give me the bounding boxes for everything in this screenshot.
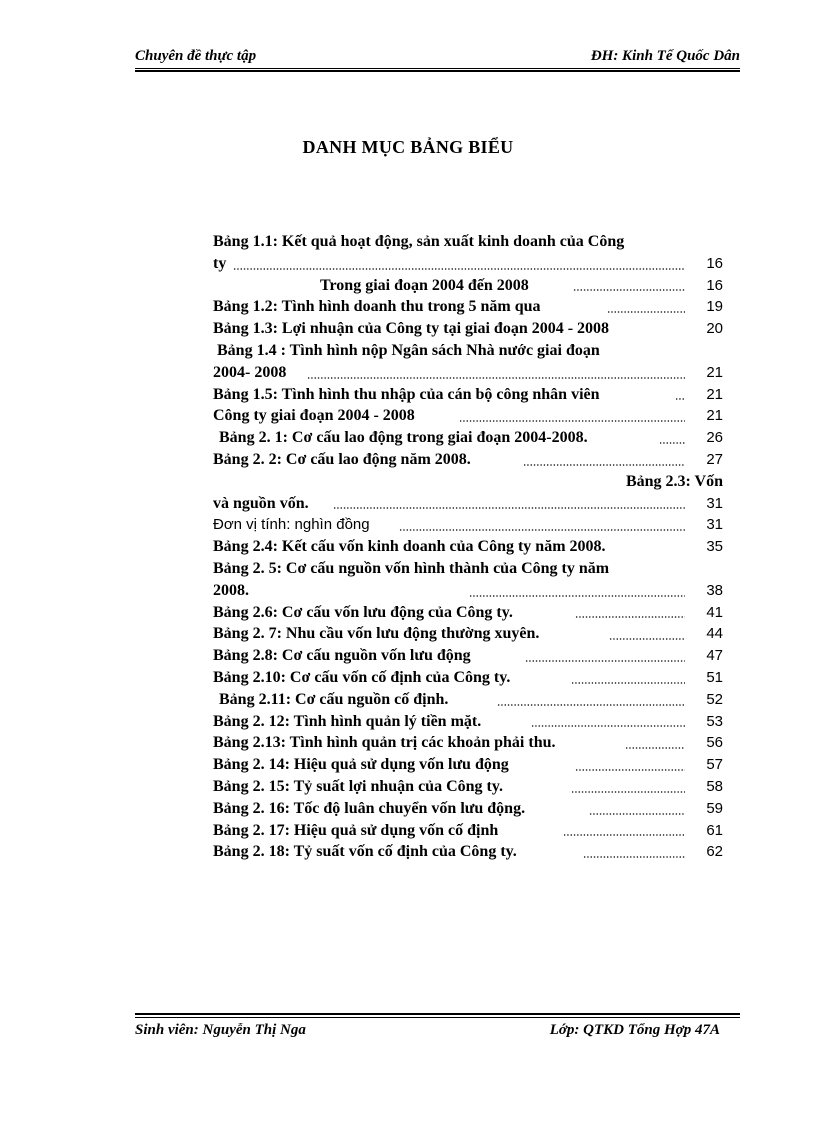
toc-entry-page: 52	[706, 690, 723, 708]
toc-dot-leader	[583, 856, 685, 858]
toc-entry-page: 21	[706, 363, 723, 381]
toc-entry-1-5-cont	[213, 405, 723, 427]
toc-entry-text: Bảng 2.13: Tình hình quản trị các khoản phải thu.	[213, 732, 558, 754]
toc-dot-leader	[469, 595, 685, 597]
toc-dot-leader	[609, 638, 685, 640]
toc-entry-text: Bảng 2.3: Vốn	[626, 471, 723, 493]
toc-dot-leader	[607, 311, 685, 313]
footer-rule-thin	[135, 1017, 740, 1018]
toc-entry-1-2	[213, 296, 723, 318]
toc-entry-page: 31	[706, 494, 723, 512]
header-left-text: Chuyên đề thực tập	[135, 48, 257, 64]
toc-entry-2-8	[213, 645, 723, 667]
toc-dot-leader	[659, 442, 685, 444]
toc-entry-2-4	[213, 536, 723, 558]
toc-entry-text: Bảng 1.5: Tình hình thu nhập của cán bộ công nhân viên	[213, 384, 602, 406]
toc-dot-leader	[589, 813, 685, 815]
toc-dot-leader	[675, 398, 685, 400]
toc-entry-2-18	[213, 841, 723, 863]
toc-entry-2-14	[213, 754, 723, 776]
toc-entry-text: Bảng 2. 12: Tình hình quản lý tiền mặt.	[213, 711, 483, 733]
toc-entry-2-12	[213, 711, 723, 733]
toc-entry-2-13	[213, 732, 723, 754]
toc-entry-1-4-cont	[213, 362, 723, 384]
toc-entry-text: Bảng 2. 18: Tỷ suất vốn cố định của Công ty.	[213, 841, 519, 863]
footer-left-text: Sinh viên: Nguyễn Thị Nga	[135, 1022, 306, 1038]
toc-entry-text: Bảng 2. 5: Cơ cấu nguồn vốn hình thành của Công ty năm	[213, 558, 611, 580]
toc-entry-text: Bảng 1.3: Lợi nhuận của Công ty tại giai đoạn 2004 - 2008	[213, 318, 611, 340]
toc-dot-leader	[525, 660, 685, 662]
toc-dot-leader	[531, 725, 685, 727]
toc-entry-1-1-subtitle	[213, 275, 723, 297]
toc-entry-page: 31	[706, 516, 723, 534]
toc-entry-2-2	[213, 449, 723, 471]
toc-entry-2-7	[213, 623, 723, 645]
header-rule-thin	[135, 68, 740, 69]
toc-entry-text: Bảng 1.1: Kết quả hoạt động, sản xuất kinh doanh của Công	[213, 231, 626, 253]
toc-entry-2-15	[213, 776, 723, 798]
toc-entry-2-5-cont	[213, 580, 723, 602]
toc-entry-text: Bảng 2. 15: Tỷ suất lợi nhuận của Công ty.	[213, 776, 505, 798]
toc-dot-leader	[575, 769, 685, 771]
toc-entry-text: Bảng 2.6: Cơ cấu vốn lưu động của Công ty.	[213, 602, 515, 624]
toc-entry-page: 41	[706, 603, 723, 621]
toc-entry-page: 61	[706, 821, 723, 839]
toc-entry-1-1	[213, 231, 723, 253]
toc-entry-text: Bảng 1.4 : Tình hình nộp Ngân sách Nhà nước giai đoạn	[217, 340, 602, 362]
toc-entry-2-5	[213, 558, 723, 580]
toc-entry-2-3	[213, 471, 723, 493]
toc-entry-2-6	[213, 602, 723, 624]
toc-entry-1-3	[213, 318, 723, 340]
toc-dot-leader	[497, 704, 685, 706]
toc-dot-leader	[571, 791, 685, 793]
toc-dot-leader	[307, 377, 685, 379]
toc-entry-2-11	[213, 689, 723, 711]
toc-entry-text: Bảng 2.11: Cơ cấu nguồn cố định.	[219, 689, 450, 711]
toc-entry-page: 58	[706, 777, 723, 795]
toc-entry-page: 56	[706, 734, 723, 752]
toc-entry-1-4	[213, 340, 723, 362]
toc-entry-page: 51	[706, 668, 723, 686]
toc-entry-text: Bảng 1.2: Tình hình doanh thu trong 5 năm qua	[213, 296, 543, 318]
footer-rule-thick	[135, 1013, 740, 1015]
toc-entry-page: 53	[706, 712, 723, 730]
toc-entry-page: 21	[706, 385, 723, 403]
toc-entry-page: 20	[706, 320, 723, 338]
toc-entry-text: Bảng 2. 2: Cơ cấu lao động năm 2008.	[213, 449, 473, 471]
toc-entry-text: 2008.	[213, 580, 251, 602]
toc-entry-text: Bảng 2. 7: Nhu cầu vốn lưu động thường xuyên.	[213, 623, 541, 645]
toc-entry-text: ty	[213, 253, 228, 275]
header-right-text: ĐH: Kinh Tế Quốc Dân	[590, 48, 740, 64]
toc-entry-unit	[213, 514, 723, 536]
toc-entry-1-5	[213, 384, 723, 406]
footer-right-text: Lớp: QTKD Tổng Hợp 47A	[549, 1022, 720, 1038]
toc-entry-text: Bảng 2.8: Cơ cấu nguồn vốn lưu động	[213, 645, 473, 667]
toc-dot-leader	[573, 289, 685, 291]
toc-entry-text: Bảng 2. 1: Cơ cấu lao động trong giai đoạn 2004-2008.	[219, 427, 590, 449]
toc-entry-text: và nguồn vốn.	[213, 493, 311, 515]
toc-entry-page: 19	[706, 298, 723, 316]
toc-entry-page: 26	[706, 429, 723, 447]
toc-entry-text: 2004- 2008	[213, 362, 288, 384]
toc-entry-2-17	[213, 820, 723, 842]
toc-entry-text: Bảng 2. 14: Hiệu quả sử dụng vốn lưu động	[213, 754, 511, 776]
toc-dot-leader	[625, 747, 685, 749]
toc-dot-leader	[399, 529, 685, 531]
toc-entry-2-16	[213, 798, 723, 820]
toc-entry-page: 59	[706, 799, 723, 817]
toc-entry-page: 57	[706, 756, 723, 774]
header-rule-thick	[135, 70, 740, 72]
toc-entry-page: 27	[706, 450, 723, 468]
toc-entry-text: Bảng 2.4: Kết cấu vốn kinh doanh của Công ty năm 2008.	[213, 536, 608, 558]
toc-entry-page: 44	[706, 625, 723, 643]
toc-entry-text: Bảng 2. 16: Tốc độ luân chuyển vốn lưu động.	[213, 798, 527, 820]
toc-entry-page: 16	[706, 254, 723, 272]
page-header	[135, 48, 740, 65]
table-of-tables	[213, 231, 723, 863]
toc-entry-2-3-cont	[213, 493, 723, 515]
toc-entry-text: Trong giai đoạn 2004 đến 2008	[320, 275, 531, 297]
toc-entry-page: 47	[706, 647, 723, 665]
toc-dot-leader	[459, 420, 685, 422]
toc-entry-page: 35	[706, 538, 723, 556]
toc-entry-text: Đơn vị tính: nghìn đồng	[213, 514, 372, 536]
toc-dot-leader	[571, 682, 685, 684]
toc-entry-2-10	[213, 667, 723, 689]
toc-dot-leader	[233, 268, 685, 270]
toc-entry-2-1	[213, 427, 723, 449]
toc-dot-leader	[523, 464, 685, 466]
page-title: DANH MỤC BẢNG BIỂU	[302, 137, 514, 157]
toc-entry-page: 62	[706, 843, 723, 861]
toc-dot-leader	[563, 834, 685, 836]
toc-entry-page: 21	[706, 407, 723, 425]
toc-entry-text: Bảng 2.10: Cơ cấu vốn cố định của Công ty.	[213, 667, 512, 689]
toc-dot-leader	[575, 616, 685, 618]
toc-entry-text: Bảng 2. 17: Hiệu quả sử dụng vốn cố định	[213, 820, 500, 842]
page-footer	[135, 1022, 720, 1039]
toc-entry-text: Công ty giai đoạn 2004 - 2008	[213, 405, 417, 427]
toc-entry-1-1-cont	[213, 253, 723, 275]
toc-entry-page: 16	[706, 276, 723, 294]
toc-dot-leader	[333, 507, 685, 509]
toc-entry-page: 38	[706, 581, 723, 599]
